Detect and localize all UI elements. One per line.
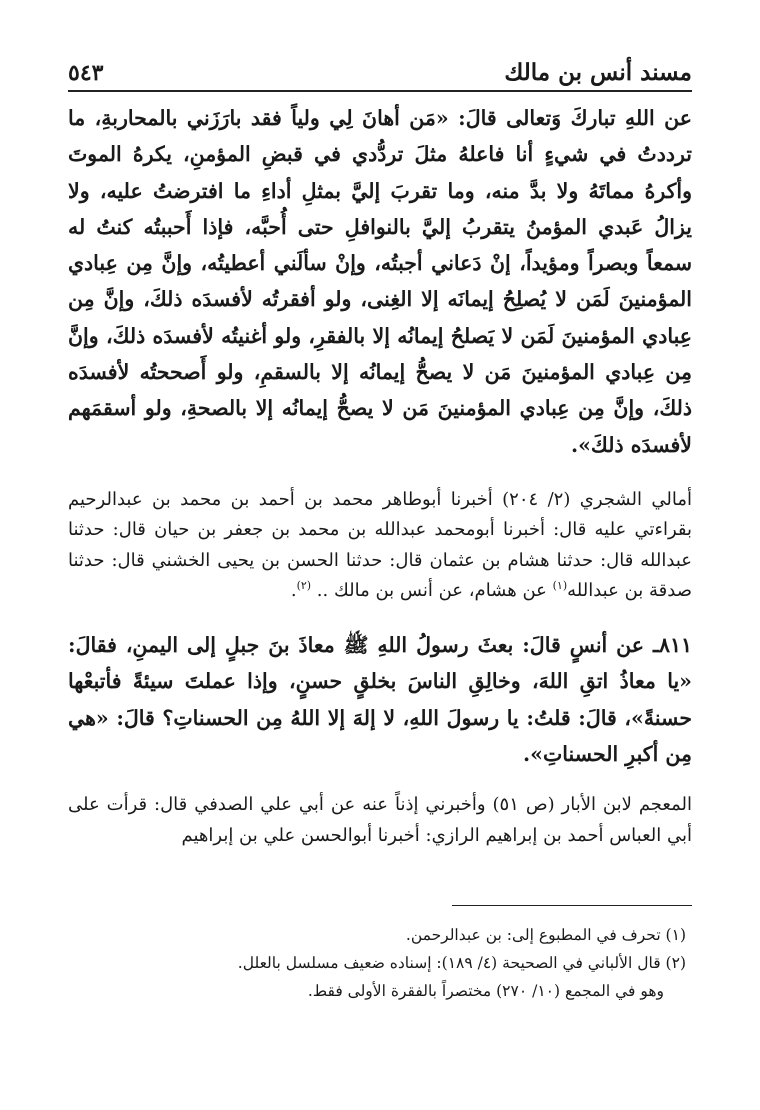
footnote-1: (١) تحرف في المطبوع إلى: بن عبدالرحمن. (405, 926, 686, 944)
running-title: مسند أنس بن مالك (504, 59, 692, 86)
main-text (68, 100, 692, 851)
source-text-end: . (290, 580, 297, 602)
source-text: أمالي الشجري (٢/ ٢٠٤) أخبرنا أبوطاهر محمد بن أحمد بن محمد بن عبدالرحيم بقراءتي عليه قال: أخبرنا أبومحمد عبدالله بن محمد بن جعفر بن حيان قال: حدثنا عبدالله قال: حدثنا هشام بن عثمان قال: حدثنا الحسن بن يحيى الخشني قال: حدثنا صدقة بن عبدالله (68, 488, 692, 602)
footnote-marker-1[interactable]: (١) (552, 579, 568, 593)
hadith-paragraph-1: عن اللهِ تباركَ وَتعالى قالَ: «مَن أهانَ لِي ولياً فقد بارَزَني بالمحاربةِ، ما ترددتُ في شيءٍ أنا فاعلهُ مثلَ تردُّدي في قبضِ المؤمنِ، يكرهُ الموتَ وأكرهُ مماتَهُ ولا بدَّ منه، وما تقربَ إليَّ بمثلِ أداءِ ما افترضتُ عليه، ولا يزالُ عَبدي المؤمنُ يتقربُ إليَّ بالنوافلِ حتى أُحبَّه، فإذا أَحببتُه كنتُ له سمعاً وبصراً ومؤيداً، إنْ دَعاني أجبتُه، وإنْ سألَني أعطيتُه، وإنَّ مِن عِبادي المؤمنينَ لَمَن لا يُصلِحُ إيمانَه إلا الغِنى، ولو أفقرتُه لأفسدَه ذلكَ، وإنَّ مِن عِبادي المؤمنينَ لَمَن لا يَصلحُ إيمانُه إلا بالفقرِ، ولو أغنيتُه لأفسدَه ذلكَ، وإنَّ مِن عِبادي المؤمنينَ مَن لا يصحُّ إيمانُه إلا بالسقمِ، ولو أَصححتُه لأفسدَه ذلكَ، وإنَّ مِن عِبادي المؤمنينَ مَن لا يصحُّ إيمانُه إلا بالصحةِ، ولو أسقمَهم لأفسدَه ذلكَ». (68, 106, 693, 457)
source-paragraph-2: المعجم لابن الأبار (ص ٥١) وأخبرني إذناً عنه عن أبي علي الصدفي قال: قرأت على أبي العباس أحمد بن إبراهيم الرازي: أخبرنا أبوالحسن علي بن إبراهيم (68, 794, 692, 846)
hadith-paragraph-811: ٨١١ـ عن أنسٍ قالَ: بعثَ رسولُ اللهِ ﷺ معاذَ بنَ جبلٍ إلى اليمنِ، فقالَ: «يا معاذُ اتقِ اللهَ، وخالِقِ الناسَ بخلقٍ حسنٍ، وإذا عملتَ سيئةً فأتبعْها حسنةً»، قالَ: قلتُ: يا رسولَ اللهِ، لا إلهَ إلا اللهُ مِن الحسناتِ؟ قالَ: «هي مِن أكبرِ الحسناتِ». (68, 632, 692, 766)
footnote-2: (٢) قال الألباني في الصحيحة (٤/ ١٨٩): إسناده ضعيف مسلسل بالعلل. (237, 954, 686, 972)
footnote-marker-2[interactable]: (٢) (296, 579, 312, 593)
source-paragraph-1 (68, 485, 692, 607)
header-rule (68, 90, 692, 92)
source-text-continued: عن هشام، عن أنس بن مالك .. (311, 580, 553, 602)
page-header (68, 52, 692, 86)
page-number: ٥٤٣ (68, 60, 104, 86)
footnotes (68, 921, 686, 1005)
footnote-2-continued: وهو في المجمع (١٠/ ٢٧٠) مختصراً بالفقرة الأولى فقط. (307, 982, 664, 1000)
footnote-rule (452, 905, 692, 906)
